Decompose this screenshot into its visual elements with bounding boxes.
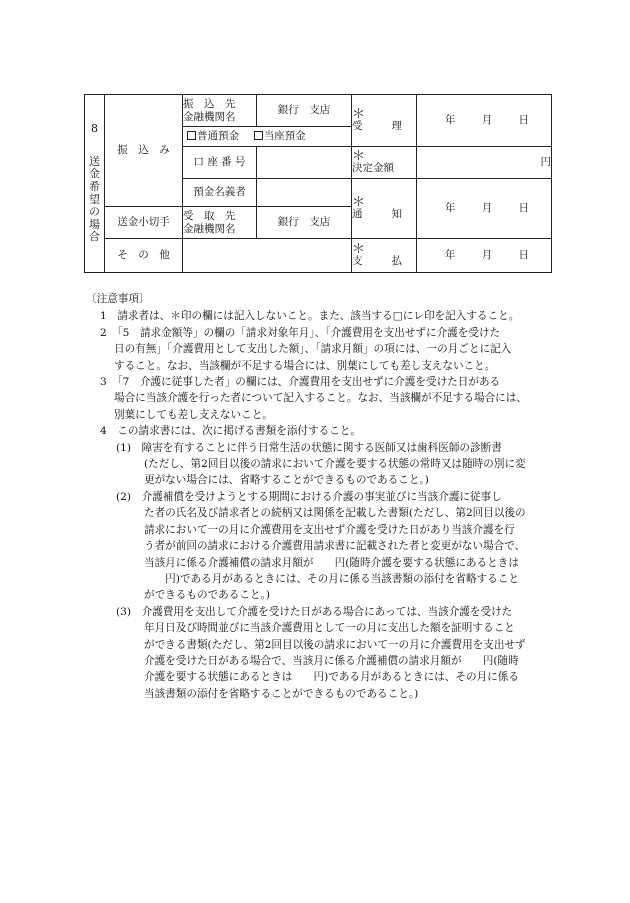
- receipt-date: 年 月 日: [417, 95, 552, 147]
- recipient-bank-label: 受 取 先 金融機関名: [183, 207, 257, 239]
- notes-section: 〔注意事項〕 1 請求者は、＊印の欄には記入しないこと。また、該当する□にレ印を記入すること。 2 「5 請求金額等」の欄の「請求対象年月」、「介護費用を支出せずに介護を受けた 日の有無」「介護費用として支出した額」、「請求月額」の項には、一の月ごとに記入 すること。なお、当該欄が不足する場合には、別葉にしても差し支えないこと。 3 「7 介護に従事した者」の欄には、介護費用を支出せずに介護を受けた日がある 場合に当該介護を行った者について記入すること。なお、当該欄が不足する場合には、 別葉にしても差し支えないこと。 4 この請求書には、次に掲げる書類を添付すること。 (1) 障害を有することに伴う日常生活の状態に関する医師又は歯科医師の診断書 (ただし、第2回目以後の請求において介護を要する状態の常時又は随時の別に変 更がない場合には、省略することができるものであること。) (2) 介護補償を受けようとする期間における介護の事実並びに当該介護に従事し た者の氏名及び請求者との続柄又は関係を記載した書類(ただし、第2回目以後の 請求において一の月に介護費用を支出せず介護を受けた日があり当該介護を行 う者が前回の請求における介護費用請求書に記載された者と変更がない場合で、 当該月に係る介護補償の請求月額が 円(随時介護を要する状態にあるときは 円)である月があるときには、その月に係る当該書類の添付を省略すること ができるものであること。) (3) 介護費用を支出して介護を受けた日がある場合にあっては、当該介護を受けた 年月日及び時間並びに当該介護費用として一の月に支出した額を証明すること ができる書類(ただし、第2回目以後の請求において一の月に介護費用を支出せず 介護を受けた日がある場合で、当該月に係る介護補償の請求月額が 円(随時 介護を要する状態にあるときは 円)である月があるときには、その月に係る 当該書類の添付を省略することができるものであること。): [86, 291, 556, 702]
- check-label: 送金小切手: [105, 207, 183, 239]
- bank-name-label: 振 込 先 金融機関名: [183, 95, 257, 127]
- note-3: 3 「7 介護に従事した者」の欄には、介護費用を支出せずに介護を受けた日がある: [100, 376, 501, 389]
- note-2: 2 「5 請求金額等」の欄の「請求対象年月」、「介護費用を支出せずに介護を受けた: [100, 326, 501, 339]
- other-label: そ の 他: [105, 239, 183, 273]
- notes-heading: 〔注意事項〕: [86, 293, 150, 305]
- payment-label: ＊ 支 払: [352, 239, 417, 273]
- section-heading: 8 送 金 希 望 の 場 合: [85, 95, 105, 273]
- decision-amount-label: ＊ 決定金額: [352, 147, 417, 179]
- payment-date: 年 月 日: [417, 239, 552, 273]
- other-field[interactable]: [183, 239, 352, 273]
- note-4-item-3: (3) 介護費用を支出して介護を受けた日がある場合にあっては、当該介護を受けた: [116, 605, 513, 618]
- notice-label: ＊ 通 知: [352, 179, 417, 239]
- ordinary-deposit-label: 普通預金: [197, 130, 239, 143]
- account-holder-field[interactable]: [257, 179, 352, 207]
- account-number-label: 口 座 番 号: [183, 147, 257, 179]
- recipient-branch-field[interactable]: 銀行 支店: [257, 207, 352, 239]
- section-number: 8: [91, 121, 98, 135]
- current-deposit-checkbox[interactable]: [254, 131, 263, 140]
- transfer-label: 振 込 み: [105, 95, 183, 207]
- receipt-label: ＊ 受 理: [352, 95, 417, 147]
- note-4-item-2: (2) 介護補償を受けようとする期間における介護の事実並びに当該介護に従事し: [116, 490, 502, 503]
- note-1: 1 請求者は、＊印の欄には記入しないこと。また、該当する□にレ印を記入すること。: [100, 310, 520, 323]
- bank-branch-field[interactable]: 銀行 支店: [257, 95, 352, 127]
- current-deposit-label: 当座預金: [263, 130, 306, 143]
- note-4-item-1: (1) 障害を有することに伴う日常生活の状態に関する医師又は歯科医師の診断書: [116, 441, 502, 454]
- account-holder-label: 預金名義者: [183, 179, 257, 207]
- deposit-type-options: [183, 127, 352, 147]
- remittance-table: [84, 94, 552, 273]
- notice-date: 年 月 日: [417, 179, 552, 239]
- note-4: 4 この請求書には、次に掲げる書類を添付すること。: [100, 425, 361, 438]
- decision-amount-field: 円: [417, 147, 552, 179]
- account-number-field[interactable]: [257, 147, 352, 179]
- ordinary-deposit-checkbox[interactable]: [187, 131, 196, 140]
